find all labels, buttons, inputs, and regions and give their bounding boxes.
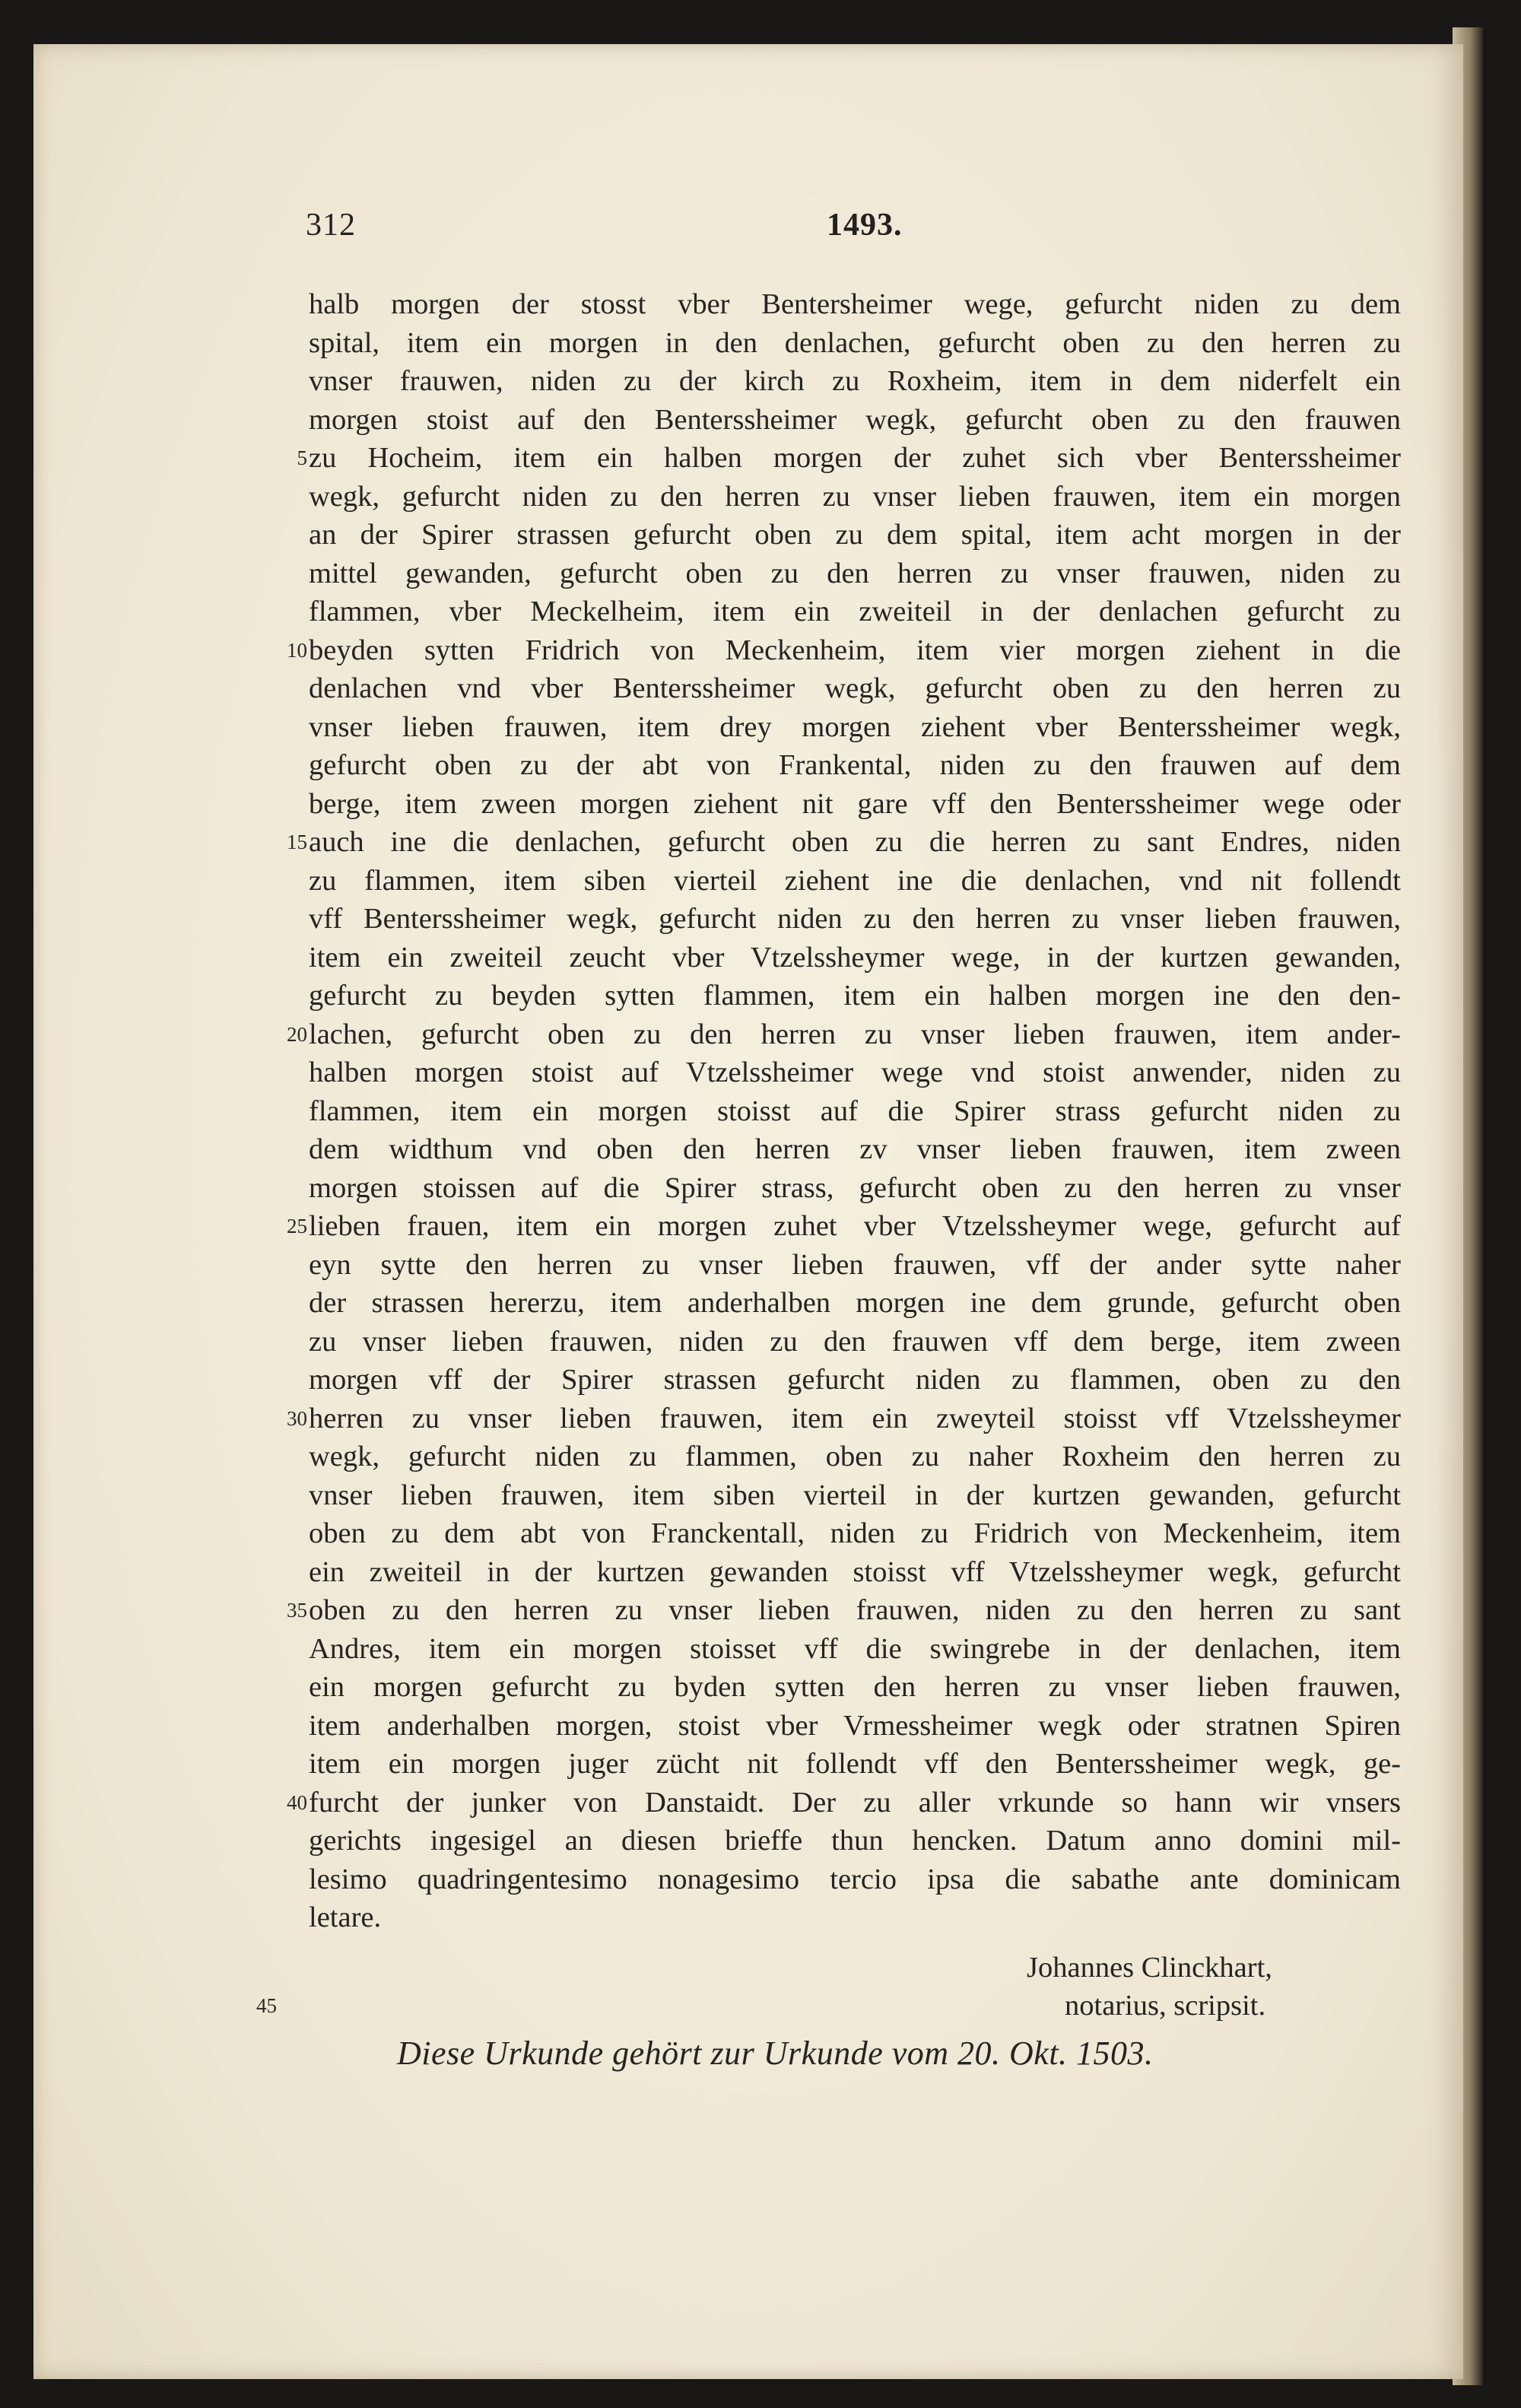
text-line: letare.: [309, 1901, 382, 1933]
line-number-marker: 25: [287, 1215, 307, 1237]
text-line: ein morgen gefurcht zu byden sytten den herren zu vnser lieben frauwen,: [309, 1671, 1401, 1703]
text-line: vnser lieben frauwen, item drey morgen ziehent vber Benterssheimer wegk,: [309, 710, 1401, 743]
line-number-marker: 30: [287, 1406, 307, 1430]
text-line: item ein morgen juger zücht nit follendt vff den Benterssheimer wegk, ge-: [309, 1748, 1401, 1780]
text-line: item anderhalben morgen, stoist vber Vrmessheimer wegk oder stratnen Spiren: [309, 1709, 1401, 1742]
text-line: zu vnser lieben frauwen, niden zu den frauwen vff dem berge, item zween: [309, 1325, 1401, 1358]
text-line: der strassen hererzu, item anderhalben morgen ine dem grunde, gefurcht oben: [309, 1287, 1401, 1319]
line-number-marker: 5: [297, 446, 307, 469]
page-number: 312: [306, 208, 356, 243]
line-number-marker: 40: [287, 1790, 307, 1814]
text-line: gefurcht zu beyden sytten flammen, item ein halben morgen ine den den-: [309, 980, 1401, 1012]
editorial-note: Diese Urkunde gehört zur Urkunde vom 20. Okt. 1503.: [397, 2035, 1154, 2072]
text-line: oben zu den herren zu vnser lieben frauwen, niden zu den herren zu sant: [309, 1594, 1401, 1626]
line-number-marker: 45: [256, 1994, 277, 2017]
text-line: lieben frauen, item ein morgen zuhet vber Vtzelssheymer wege, gefurcht auf: [309, 1210, 1401, 1242]
text-line: beyden sytten Fridrich von Meckenheim, item vier morgen ziehent in die: [309, 634, 1401, 666]
text-line: furcht der junker von Danstaidt. Der zu aller vrkunde so hann wir vnsers: [309, 1786, 1401, 1819]
text-line: lachen, gefurcht oben zu den herren zu vnser lieben frauwen, item ander-: [309, 1018, 1401, 1050]
text-line: herren zu vnser lieben frauwen, item ein zweyteil stoisst vff Vtzelssheymer: [309, 1402, 1401, 1434]
text-line: ein zweiteil in der kurtzen gewanden stoisst vff Vtzelssheymer wegk, gefurcht: [309, 1555, 1401, 1588]
text-line: vff Benterssheimer wegk, gefurcht niden zu den herren zu vnser lieben frauwen,: [309, 903, 1401, 935]
text-line: item ein zweiteil zeucht vber Vtzelssheymer wege, in der kurtzen gewanden,: [309, 941, 1401, 974]
text-line: vnser frauwen, niden zu der kirch zu Roxheim, item in dem niderfelt ein: [309, 365, 1401, 397]
text-line: denlachen vnd vber Benterssheimer wegk, gefurcht oben zu den herren zu: [309, 672, 1401, 704]
text-line: zu flammen, item siben vierteil ziehent ine die denlachen, vnd nit follendt: [309, 864, 1401, 897]
text-line: auch ine die denlachen, gefurcht oben zu die herren zu sant Endres, niden: [309, 826, 1401, 858]
text-line: eyn sytte den herren zu vnser lieben frauwen, vff der ander sytte naher: [309, 1248, 1401, 1281]
text-line: oben zu dem abt von Franckentall, niden zu Fridrich von Meckenheim, item: [309, 1517, 1401, 1549]
text-line: flammen, vber Meckelheim, item ein zweiteil in der denlachen gefurcht zu: [309, 596, 1401, 627]
text-line: mittel gewanden, gefurcht oben zu den herren zu vnser frauwen, niden zu: [309, 557, 1401, 589]
text-line: berge, item zween morgen ziehent nit gare vff den Benterssheimer wege oder: [309, 787, 1401, 820]
text-line: vnser lieben frauwen, item siben vierteil in der kurtzen gewanden, gefurcht: [309, 1479, 1401, 1511]
text-line: morgen vff der Spirer strassen gefurcht niden zu flammen, oben zu den: [309, 1364, 1401, 1396]
line-number-marker: 35: [287, 1599, 307, 1622]
text-line: flammen, item ein morgen stoisst auf die Spirer strass gefurcht niden zu: [309, 1094, 1401, 1127]
text-line: Andres, item ein morgen stoisset vff die swingrebe in der denlachen, item: [309, 1632, 1401, 1665]
text-line: gefurcht oben zu der abt von Frankental, niden zu den frauwen auf dem: [309, 749, 1401, 781]
text-line: morgen stoissen auf die Spirer strass, gefurcht oben zu den herren zu vnser: [309, 1171, 1401, 1204]
text-line: wegk, gefurcht niden zu flammen, oben zu naher Roxheim den herren zu: [309, 1441, 1401, 1472]
signature-title: notarius, scripsit.: [1065, 1990, 1266, 2022]
text-line: wegk, gefurcht niden zu den herren zu vnser lieben frauwen, item ein morgen: [309, 480, 1401, 513]
text-line: zu Hocheim, item ein halben morgen der zuhet sich vber Benterssheimer: [309, 442, 1401, 474]
text-line: spital, item ein morgen in den denlachen, gefurcht oben zu den herren zu: [309, 326, 1401, 359]
running-head-year: 1493.: [827, 208, 903, 243]
text-line: lesimo quadringentesimo nonagesimo tercio ipsa die sabathe ante dominicam: [309, 1863, 1401, 1895]
signature-name: Johannes Clinckhart,: [1027, 1952, 1272, 1984]
text-line: gerichts ingesigel an diesen brieffe thun hencken. Datum anno domini mil-: [309, 1825, 1401, 1857]
line-number-marker: 20: [287, 1022, 307, 1046]
text-line: an der Spirer strassen gefurcht oben zu dem spital, item acht morgen in der: [309, 519, 1401, 551]
text-line: halb morgen der stosst vber Bentersheimer wege, gefurcht niden zu dem: [309, 288, 1401, 320]
text-line: halben morgen stoist auf Vtzelssheimer wege vnd stoist anwender, niden zu: [309, 1056, 1401, 1088]
text-line: morgen stoist auf den Benterssheimer wegk, gefurcht oben zu den frauwen: [309, 403, 1401, 436]
line-number-marker: 15: [287, 831, 307, 853]
text-line: dem widthum vnd oben den herren zv vnser lieben frauwen, item zween: [309, 1133, 1401, 1165]
line-number-marker: 10: [287, 638, 307, 662]
